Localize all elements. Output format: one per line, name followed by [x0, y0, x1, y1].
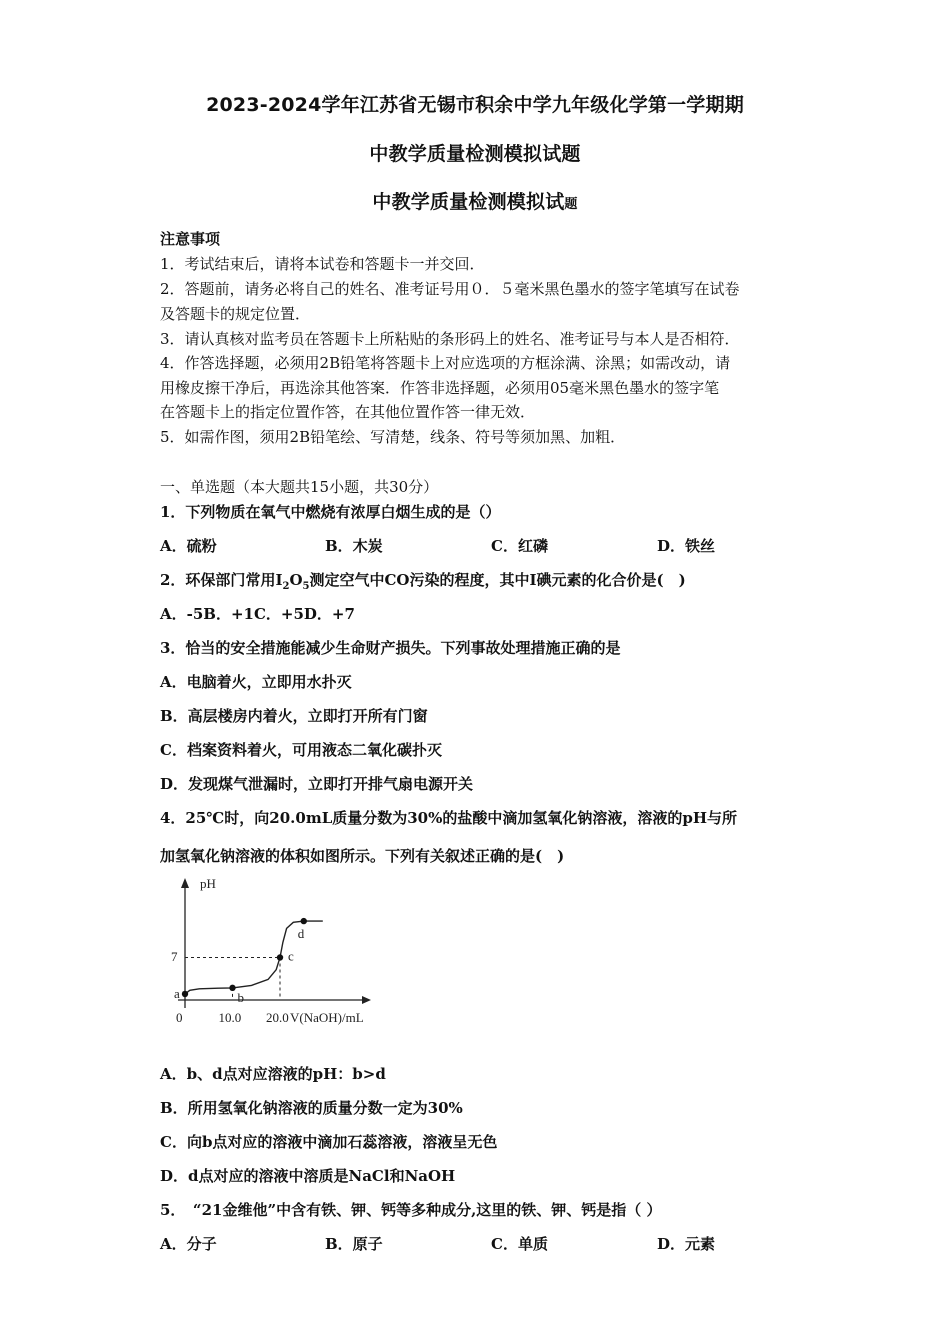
x-tick-0: 0: [176, 1010, 183, 1025]
point-label-b: b: [237, 989, 244, 1005]
q3-option-a: A．电脑着火，立即用水扑灭: [160, 673, 352, 691]
notes-line-2: 2．答题前，请务必将自己的姓名、准考证号用０．５毫米黑色墨水的签字笔填写在试卷: [160, 280, 740, 298]
q4-option-b: B．所用氢氧化钠溶液的质量分数一定为30%: [160, 1099, 463, 1117]
q5-option-d: D．元素: [657, 1235, 716, 1253]
q4-option-c: C．向b点对应的溶液中滴加石蕊溶液，溶液呈无色: [160, 1133, 498, 1151]
point-label-d: d: [297, 926, 305, 942]
y-axis-label: pH: [200, 876, 216, 891]
point-label-c: c: [288, 948, 294, 964]
q4-option-a: A．b、d点对应溶液的pH：b>d: [160, 1065, 386, 1083]
q3-option-b: B．高层楼房内着火，立即打开所有门窗: [160, 707, 428, 725]
x-tick-20.0: 20.0: [266, 1010, 289, 1025]
q2-options: A．-5B．+1C．+5D．+7: [160, 605, 355, 623]
notes-heading: 注意事项: [160, 230, 221, 248]
notes-line-6: 用橡皮擦干净后，再选涂其他答案．作答非选择题，必须用05毫米黑色墨水的签字笔: [160, 379, 720, 397]
q3-option-d: D．发现煤气泄漏时，立即打开排气扇电源开关: [160, 775, 474, 793]
q5-option-c: C．单质: [491, 1235, 548, 1253]
q3-option-c: C．档案资料着火，可用液态二氧化碳扑灭: [160, 741, 442, 759]
point-c: [277, 954, 283, 960]
q4-stem-line-1: 4．25℃时，向20.0mL质量分数为30%的盐酸中滴加氢氧化钠溶液，溶液的pH与所: [160, 809, 738, 827]
q5-stem: 5． “21金维他”中含有铁、钾、钙等多种成分,这里的铁、钾、钙是指（ ）: [160, 1201, 662, 1219]
notes-line-8: 5．如需作图，须用2B铅笔绘、写清楚，线条、符号等须加黑、加粗．: [160, 428, 626, 446]
title-line-1: 2023-2024学年江苏省无锡市积余中学九年级化学第一学期期: [206, 94, 744, 116]
q5-option-a: A．分子: [160, 1235, 217, 1253]
q1-option-b: B．木炭: [325, 537, 383, 555]
q1-option-a: A．硫粉: [160, 537, 217, 555]
title-line-3-small: 题: [564, 197, 578, 212]
point-b: [229, 985, 235, 991]
notes-line-4: 3．请认真核对监考员在答题卡上所粘贴的条形码上的姓名、准考证号与本人是否相符．: [160, 330, 740, 348]
y-axis-arrow: [181, 878, 189, 888]
point-label-a: a: [174, 985, 180, 1001]
q2-stem-mid: O: [289, 571, 303, 589]
point-a: [182, 991, 188, 997]
section-heading: 一、单选题（本大题共15小题，共30分）: [160, 478, 439, 496]
q2-stem: [160, 569, 686, 592]
ph-titration-chart: [160, 868, 400, 1038]
title-line-3-main: 中教学质量检测模拟试: [372, 191, 565, 213]
q1-stem: 1．下列物质在氧气中燃烧有浓厚白烟生成的是（）: [160, 503, 501, 521]
notes-line-3: 及答题卡的规定位置．: [160, 305, 311, 323]
title-line-3: [0, 187, 950, 214]
title-line-2: 中教学质量检测模拟试题: [369, 143, 581, 165]
q1-option-d: D．铁丝: [657, 537, 716, 555]
x-axis-label: V(NaOH)/mL: [290, 1010, 364, 1025]
q1-option-c: C．红磷: [491, 537, 548, 555]
q4-stem-line-2: 加氢氧化钠溶液的体积如图所示。下列有关叙述正确的是( ): [160, 847, 565, 865]
q5-option-b: B．原子: [325, 1235, 383, 1253]
x-tick-10.0: 10.0: [218, 1010, 242, 1025]
notes-line-1: 1．考试结束后，请将本试卷和答题卡一并交回．: [160, 255, 485, 273]
notes-line-7: 在答题卡上的指定位置作答，在其他位置作答一律无效．: [160, 403, 536, 421]
q2-stem-pre: 2．环保部门常用I: [160, 571, 283, 589]
q3-stem: 3．恰当的安全措施能减少生命财产损失。下列事故处理措施正确的是: [160, 639, 621, 657]
q2-stem-post: 测定空气中CO污染的程度，其中I碘元素的化合价是( ): [309, 571, 686, 589]
y-tick-7: 7: [171, 949, 178, 964]
notes-line-5: 4．作答选择题，必须用2B铅笔将答题卡上对应选项的方框涂满、涂黑；如需改动，请: [160, 354, 731, 372]
point-d: [301, 918, 307, 924]
x-axis-arrow: [362, 996, 371, 1004]
q4-option-d: D．d点对应的溶液中溶质是NaCl和NaOH: [160, 1167, 456, 1185]
q2-sub-5: 5: [302, 581, 310, 592]
q2-sub-2: 2: [282, 581, 290, 592]
